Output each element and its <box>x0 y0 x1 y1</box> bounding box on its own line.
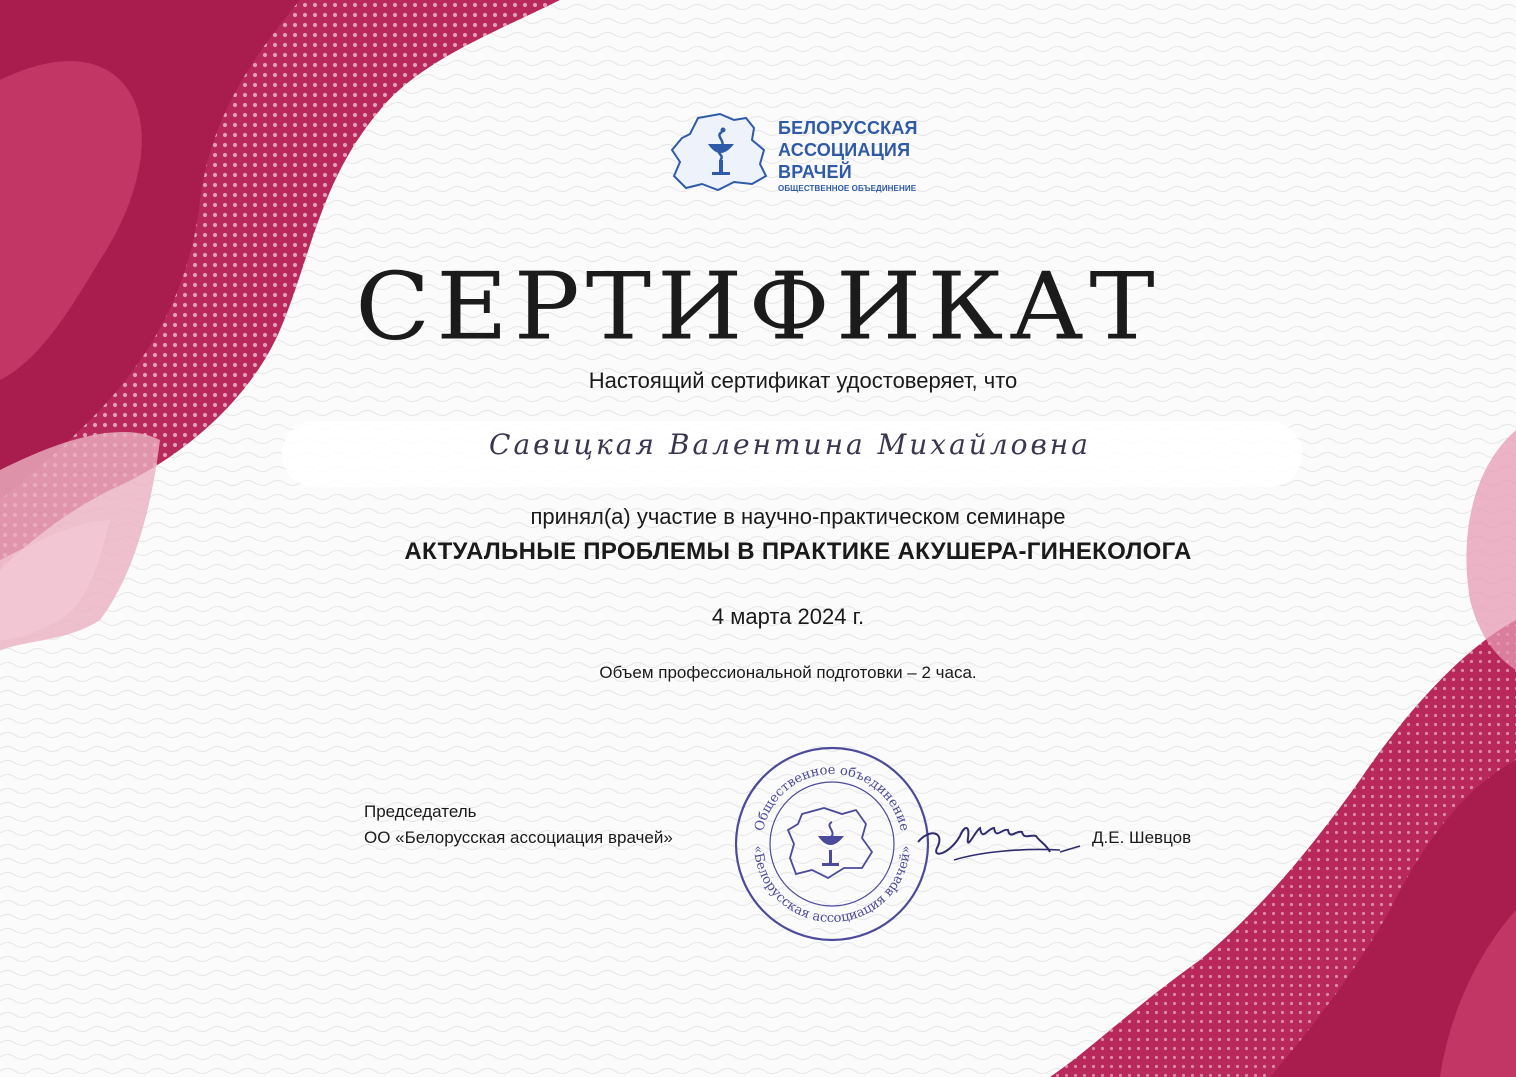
belarus-map-bowl-of-hygieia-icon <box>668 110 776 200</box>
logo-subtitle: ОБЩЕСТВЕННОЕ ОБЪЕДИНЕНИЕ <box>778 184 917 193</box>
certifies-text: Настоящий сертификат удостоверяет, что <box>588 368 1018 393</box>
chair-title: Председатель <box>364 802 477 821</box>
stamp-top-text: Общественное объединение <box>752 762 912 833</box>
logo-line-2: АССОЦИАЦИЯ <box>778 140 911 160</box>
participation-text: принял(а) участие в научно-практическом семинаре <box>530 504 1066 529</box>
signer-name: Д.Е. Шевцов <box>1092 828 1192 847</box>
chair-signature <box>910 802 1100 872</box>
seminar-date: 4 марта 2024 г. <box>711 604 865 629</box>
training-volume: Объем профессиональной подготовки – 2 часа. <box>599 663 977 682</box>
logo-line-1: БЕЛОРУССКАЯ <box>778 118 918 138</box>
official-stamp <box>732 744 932 944</box>
association-logo <box>668 110 928 200</box>
logo-line-3: ВРАЧЕЙ <box>778 162 852 182</box>
seminar-title: АКТУАЛЬНЫЕ ПРОБЛЕМЫ В ПРАКТИКЕ АКУШЕРА-ГИНЕКОЛОГА <box>404 538 1192 565</box>
stamp-bottom-text: «Белорусская ассоциация врачей» <box>749 844 915 927</box>
chair-organization: ОО «Белорусская ассоциация врачей» <box>364 828 673 847</box>
certificate-title: СЕРТИФИКАТ <box>355 252 1161 362</box>
recipient-name: Савицкая Валентина Михайловна <box>489 428 1091 461</box>
stamp-emblem-icon <box>788 808 872 878</box>
